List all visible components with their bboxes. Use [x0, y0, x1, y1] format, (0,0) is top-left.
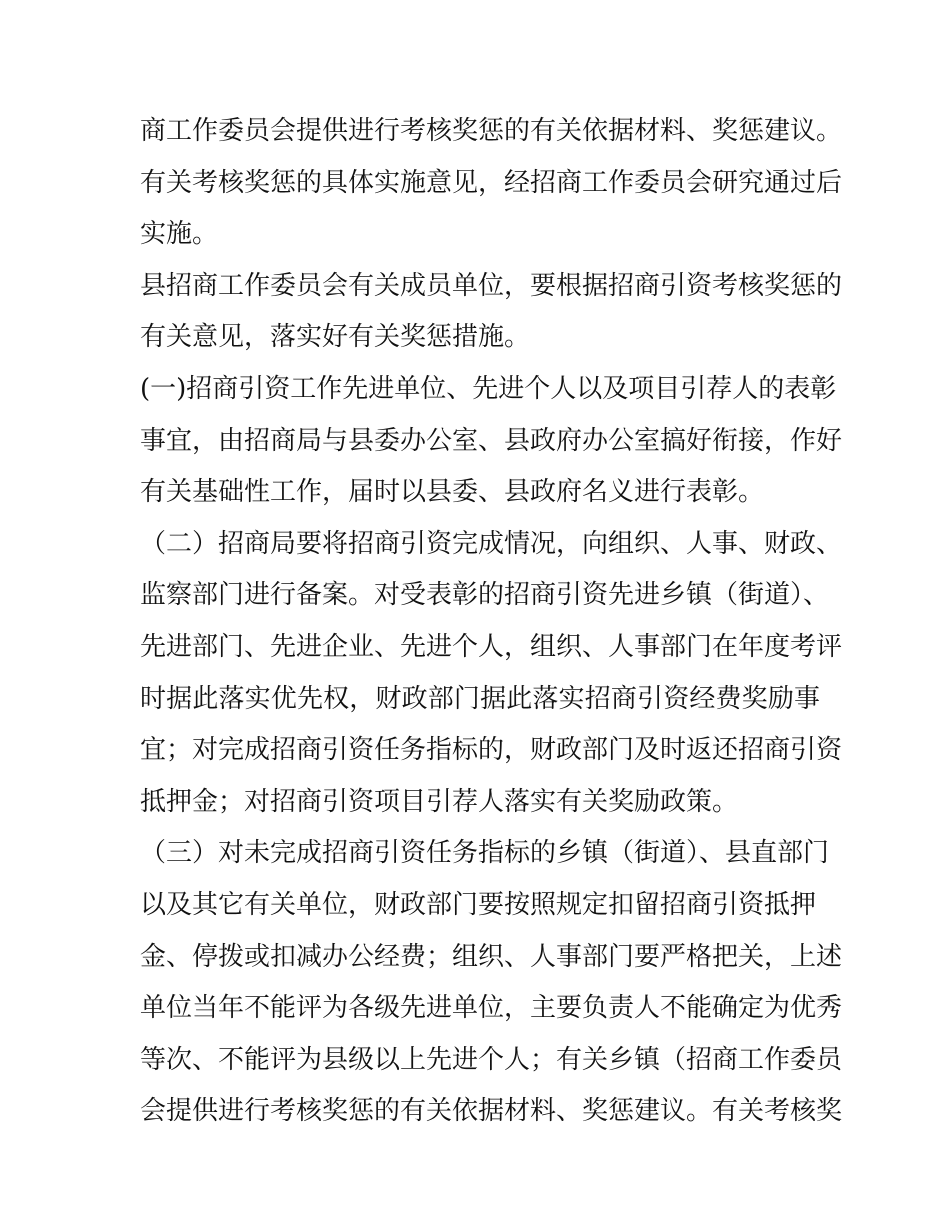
text-line: 以及其它有关单位，财政部门要按照规定扣留招商引资抵押 [140, 889, 817, 920]
document-body [140, 106, 843, 1138]
text-line: 有关基础性工作，届时以县委、县政府名义进行表彰。 [140, 477, 765, 508]
text-line: 事宜，由招商局与县委办公室、县政府办公室搞好衔接，作好 [140, 425, 843, 456]
text-line: 先进部门、先进企业、先进个人，组织、人事部门在年度考评 [140, 631, 843, 662]
text-line: （二）招商局要将招商引资完成情况，向组织、人事、财政、 [140, 528, 843, 559]
text-line: 等次、不能评为县级以上先进个人；有关乡镇（招商工作委员 [140, 1044, 843, 1075]
text-line: (一)招商引资工作先进单位、先进个人以及项目引荐人的表彰 [140, 373, 837, 404]
text-line: 单位当年不能评为各级先进单位，主要负责人不能确定为优秀 [140, 993, 843, 1024]
text-line: 县招商工作委员会有关成员单位，要根据招商引资考核奖惩的 [140, 270, 843, 301]
text-line: 有关意见，落实好有关奖惩措施。 [140, 322, 531, 353]
text-line: （三）对未完成招商引资任务指标的乡镇（街道）、县直部门 [140, 838, 830, 869]
text-line: 会提供进行考核奖惩的有关依据材料、奖惩建议。有关考核奖 [140, 1096, 843, 1127]
text-line: 实施。 [140, 219, 219, 250]
text-line: 金、停拨或扣减办公经费；组织、人事部门要严格把关，上述 [140, 941, 843, 972]
text-line: 有关考核奖惩的具体实施意见，经招商工作委员会研究通过后 [140, 167, 843, 198]
text-line: 监察部门进行备案。对受表彰的招商引资先进乡镇（街道）、 [140, 580, 830, 611]
text-line: 抵押金；对招商引资项目引荐人落实有关奖励政策。 [140, 786, 739, 817]
text-line: 时据此落实优先权，财政部门据此落实招商引资经费奖励事 [140, 683, 820, 714]
text-line: 宜；对完成招商引资任务指标的，财政部门及时返还招商引资 [140, 735, 843, 766]
text-line: 商工作委员会提供进行考核奖惩的有关依据材料、奖惩建议。 [140, 116, 843, 146]
